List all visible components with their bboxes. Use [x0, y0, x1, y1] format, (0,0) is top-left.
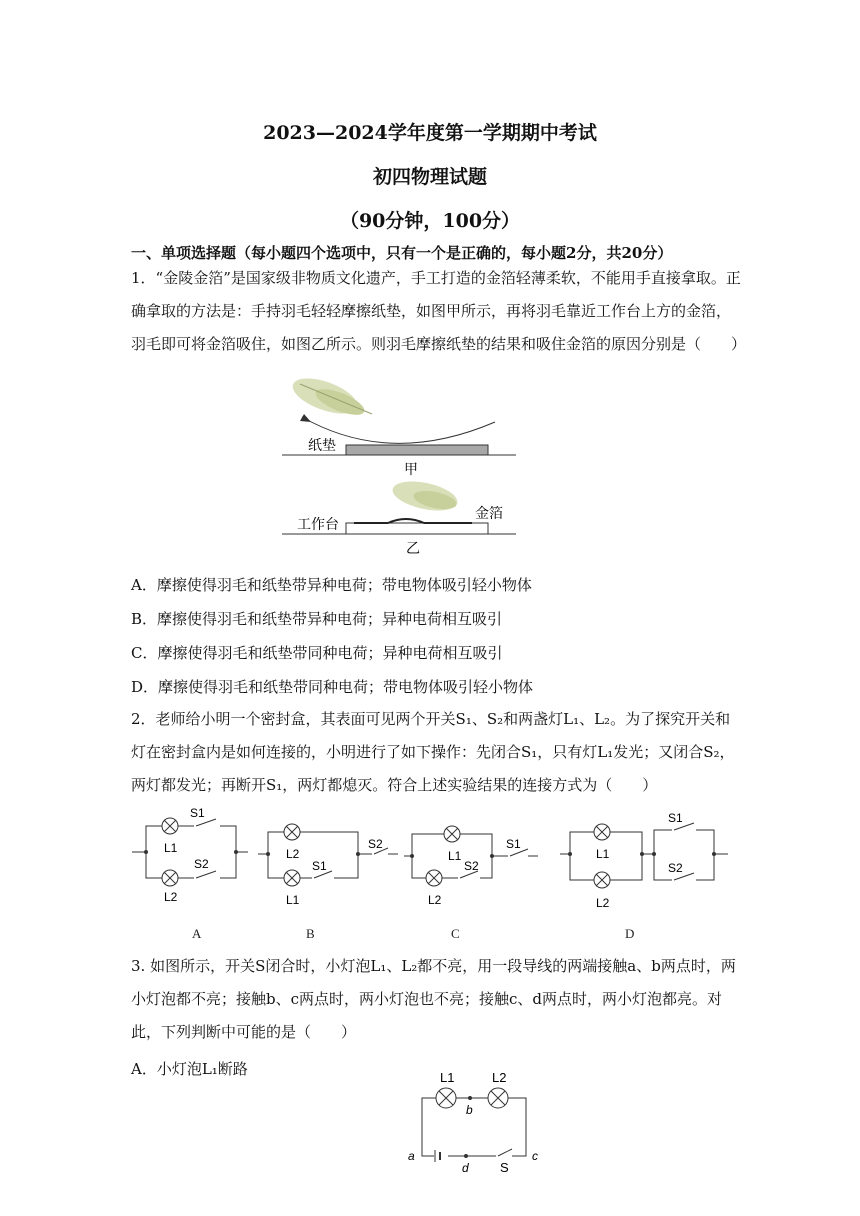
- caption-b: B: [306, 926, 315, 941]
- label-s: S: [500, 1160, 509, 1175]
- q1-option-d: D．摩擦使得羽毛和纸垫带同种电荷；带电物体吸引轻小物体: [131, 678, 534, 696]
- label-pad: 纸垫: [308, 437, 336, 453]
- label-l2: L2: [428, 893, 442, 907]
- label-s1: S1: [506, 837, 521, 851]
- label-l1: L1: [448, 849, 462, 863]
- label-s1: S1: [312, 859, 327, 873]
- section-heading: 一、单项选择题（每小题四个选项中，只有一个是正确的，每小题2分，共20分）: [131, 244, 673, 262]
- label-jia: 甲: [404, 461, 418, 477]
- circuit-d: [560, 823, 728, 888]
- caption-c: C: [451, 926, 460, 941]
- circuit-a: [132, 818, 248, 886]
- label-s2: S2: [194, 857, 209, 871]
- label-l1: L1: [596, 847, 610, 861]
- label-l2: L2: [164, 890, 178, 904]
- feather-icon: [390, 476, 460, 515]
- work-table: [346, 523, 488, 534]
- label-l2: L2: [596, 896, 610, 910]
- q1-stem: 1．“金陵金箔”是国家级非物质文化遗产，手工打造的金箔轻薄柔软，不能用手直接拿取。正确拿取的方法是：手持羽毛轻轻摩擦纸垫，如图甲所示，再将羽毛靠近工作台上方的金箔，羽毛即可将金箔吸住，如图乙所示。则羽毛摩擦纸垫的结果和吸住金箔的原因分别是（ ）: [131, 269, 747, 353]
- gold-foil: [354, 519, 472, 523]
- label-d: d: [462, 1161, 469, 1175]
- exam-info: （90分钟，100分）: [339, 210, 521, 232]
- q3-stem: 3. 如图所示，开关S闭合时，小灯泡L₁、L₂都不亮，用一段导线的两端接触a、b两点时，两小灯泡都不亮；接触b、c两点时，两小灯泡也不亮；接触c、d两点时，两小灯泡都亮。对此，下列判断中可能的是（ ）: [131, 957, 736, 1041]
- q1-option-a: A．摩擦使得羽毛和纸垫带异种电荷；带电物体吸引轻小物体: [131, 576, 532, 594]
- q1-option-b: B．摩擦使得羽毛和纸垫带异种电荷；异种电荷相互吸引: [131, 610, 503, 628]
- label-l2: L2: [286, 847, 300, 861]
- q1-option-c: C．摩擦使得羽毛和纸垫带同种电荷；异种电荷相互吸引: [131, 644, 503, 662]
- q3-circuit: [400, 1064, 560, 1180]
- label-c: c: [532, 1149, 538, 1163]
- label-foil: 金箔: [475, 505, 503, 521]
- label-l1: L1: [440, 1070, 455, 1085]
- exam-title: 2023—2024学年度第一学期期中考试: [263, 122, 597, 144]
- q2-circuits: [128, 808, 734, 916]
- label-l2: L2: [492, 1070, 507, 1085]
- q1-figure: [280, 372, 520, 562]
- q3-option-a: A．小灯泡L₁断路: [131, 1060, 248, 1078]
- paper-pad: [346, 445, 488, 455]
- feather-icon: [288, 372, 372, 421]
- label-a: a: [408, 1149, 415, 1163]
- label-s2: S2: [464, 859, 479, 873]
- label-s2: S2: [368, 837, 383, 851]
- label-b: b: [466, 1103, 473, 1117]
- caption-d: D: [625, 926, 635, 941]
- caption-a: A: [192, 926, 202, 941]
- label-yi: 乙: [406, 540, 420, 556]
- label-s1: S1: [668, 811, 683, 825]
- label-l1: L1: [286, 893, 300, 907]
- circuit-c: [404, 826, 538, 886]
- exam-subtitle: 初四物理试题: [372, 166, 487, 188]
- label-s1: S1: [190, 808, 205, 820]
- label-table: 工作台: [297, 516, 339, 532]
- circuit-b: [258, 824, 398, 886]
- q2-stem: 2．老师给小明一个密封盒，其表面可见两个开关S₁、S₂和两盏灯L₁、L₂。为了探究开关和灯在密封盒内是如何连接的，小明进行了如下操作：先闭合S₁，只有灯L₁发光；又闭合S₂，两灯都发光；再断开S₁，两灯都熄灭。符合上述实验结果的连接方式为（ ）: [131, 710, 735, 794]
- label-l1: L1: [164, 841, 178, 855]
- label-s2: S2: [668, 861, 683, 875]
